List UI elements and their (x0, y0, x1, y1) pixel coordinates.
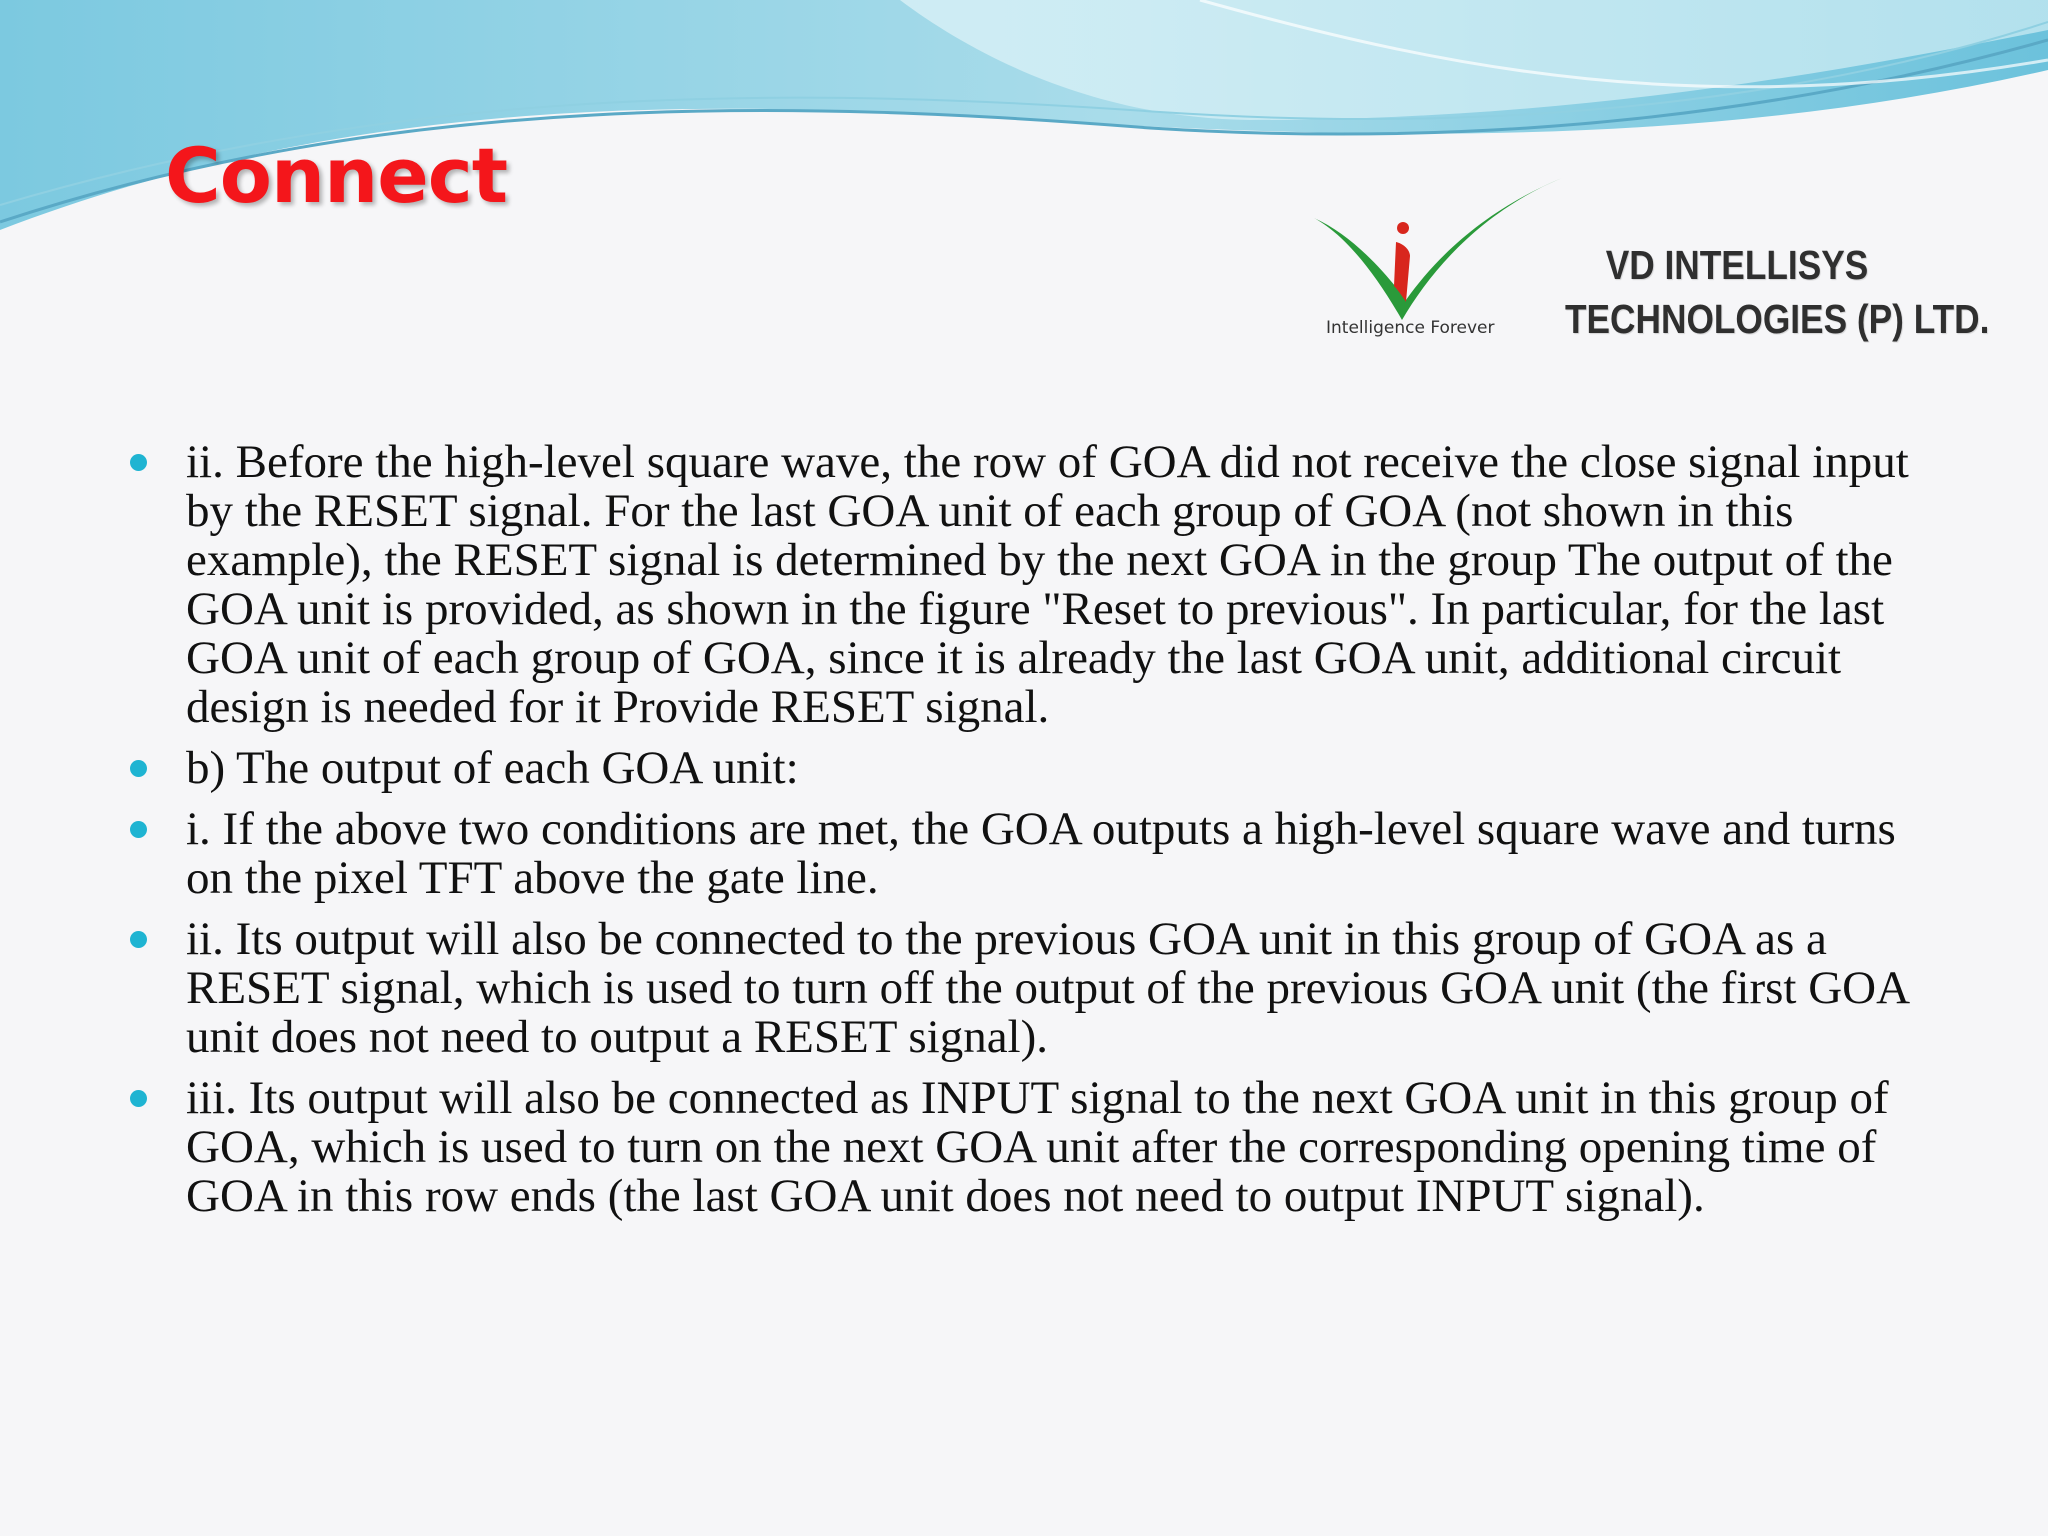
page-title: Connect (165, 131, 508, 220)
company-name-line-2: TECHNOLOGIES (P) LTD. (1565, 296, 1990, 342)
bullet-dot-icon (130, 821, 147, 838)
bullet-dot-icon (130, 760, 147, 777)
bullet-dot-icon (130, 1090, 147, 1107)
company-logo (1310, 172, 1990, 352)
bullet-text: i. If the above two conditions are met, the GOA outputs a high-level square wave and turns on the pixel TFT above the gate line. (186, 803, 1896, 904)
company-name-line-1: VD INTELLISYS (1605, 242, 1869, 288)
bullet-text: iii. Its output will also be connected as INPUT signal to the next GOA unit in this group of GOA, which is used to turn on the next GOA unit after the corresponding opening time of GOA in this row ends (the last GOA unit does not need to output INPUT signal). (186, 1072, 1889, 1222)
bullet-dot-icon (130, 454, 147, 471)
checkmark-logo-icon (1310, 172, 1570, 322)
bullet-text: b) The output of each GOA unit: (186, 742, 799, 794)
bullet-list (130, 438, 1910, 1233)
bullet-item (130, 438, 1910, 732)
bullet-text: ii. Its output will also be connected to the previous GOA unit in this group of GOA as a RESET signal, which is used to turn off the output of the previous GOA unit (the first GOA unit does not need to output a RESET signal). (186, 913, 1908, 1063)
bullet-item (130, 1074, 1910, 1221)
company-name (1565, 238, 1990, 346)
bullet-item (130, 915, 1910, 1062)
bullet-item (130, 744, 1910, 793)
bullet-dot-icon (130, 931, 147, 948)
logo-tagline: Intelligence Forever (1326, 318, 1495, 338)
bullet-text: ii. Before the high-level square wave, the row of GOA did not receive the close signal input by the RESET signal. For the last GOA unit of each group of GOA (not shown in this example), the RESET signal is determined by the next GOA in the group The output of the GOA unit is provided, as shown in the figure "Reset to previous". In particular, for the last GOA unit of each group of GOA, since it is already the last GOA unit, additional circuit design is needed for it Provide RESET signal. (186, 436, 1909, 733)
bullet-item (130, 805, 1910, 903)
